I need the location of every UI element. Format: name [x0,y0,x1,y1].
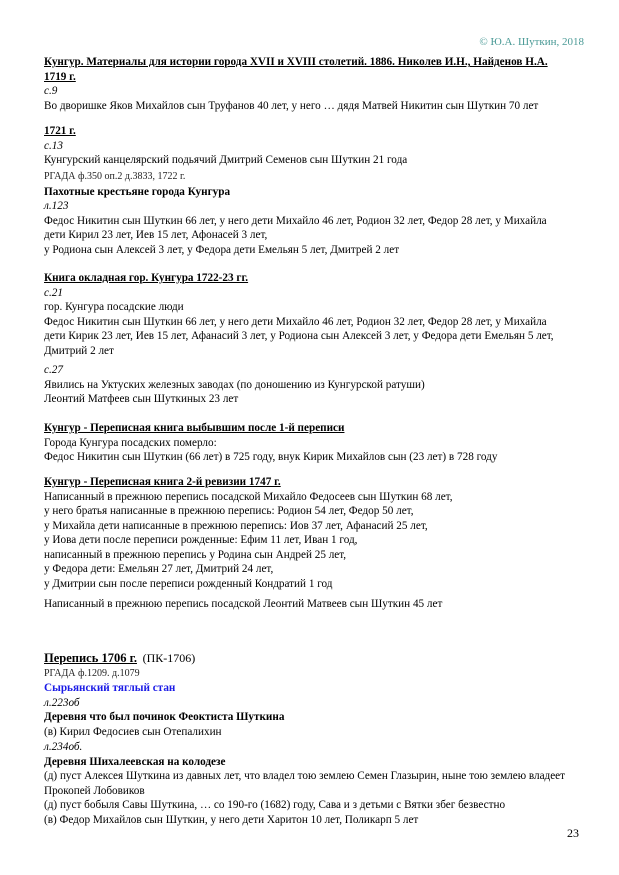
record-line: Дмитрий 2 лет [44,344,114,357]
record-line: у Родиона сын Алексей 3 лет, у Федора дети Емельян 5 лет, Дмитрей 2 лет [44,243,400,256]
record-line: (в) Федор Михайлов сын Шуткин, у него дети Харитон 10 лет, Поликарп 5 лет [44,813,419,826]
section-title: Пахотные крестьяне города Кунгура [44,185,231,198]
stan-title: Сырьянский тяглый стан [44,682,176,694]
record-line: (д) пуст Алексея Шуткина из давных лет, что владел тою землею Семен Глазырин, ныне тою землею владеет [44,770,566,782]
record-line: дети Кирик 23 лет, Иев 15 лет, Афанасий 3 лет, у Родиона сын Алексей 3 лет, у Федора дети Емельян 5 лет, [44,330,554,342]
archive-source: РГАДА ф.1209. д.1079 [44,667,140,679]
section-rgada-350 [44,170,589,257]
section-title: Кунгур - Переписная книга 2-й ревизии 1747 г. [44,476,281,488]
record-line: Федос Никитин сын Шуткин 66 лет, у него дети Михайло 46 лет, Родион 32 лет, Федор 28 лет, у Михайла [44,315,547,328]
record-line: (в) Кирил Федосиев сын Отепалихин [44,725,222,738]
record-line: у Михайла дети написанные в прежнюю перепись: Иов 37 лет, Афанасий 25 лет, [44,519,428,532]
section-title: Кунгур. Материалы для истории города XVII и XVIII столетий. 1886. Николев И.Н., Найденов Н.А. [44,56,548,68]
section-year: 1719 г. [44,70,76,83]
page-number: 23 [567,826,579,840]
record-line: (д) пуст бобыля Савы Шуткина, … со 190-го (1682) году, Сава и з детьми с Вятки збег безвестно [44,799,506,811]
record-line: Явились на Уктуских железных заводах (по доношению из Кунгурской ратуши) [44,378,425,391]
page-reference: л.123 [44,200,69,212]
section-okladnaya-kniga-p27 [44,363,589,407]
page-reference: л.234об. [44,741,83,753]
subtitle: гор. Кунгура посадские люди [44,301,184,313]
section-title: 1721 г. [44,125,76,137]
section-vybyvshim [44,421,589,465]
copyright-notice: © Ю.А. Шуткин, 2018 [479,36,584,48]
page-reference: с.13 [44,139,63,152]
record-line: Написанный в прежнюю перепись посадской Леонтий Матвеев сын Шуткин 45 лет [44,598,443,610]
record-line: Федос Никитин сын Шуткин (66 лет) в 725 году, внук Кирик Михайлов сын (23 лет) в 728 году [44,451,498,463]
record-line: у Дмитрии сын после переписи рожденный Кондратий 1 год [44,577,333,590]
section-1721 [44,124,589,168]
section-title: Кунгур - Переписная книга выбывшим после 1-й переписи [44,422,345,434]
section-perepis-1706-p234 [44,740,589,827]
page-reference: с.27 [44,364,63,376]
record-text: Кунгурский канцелярский подьячий Дмитрий Семенов сын Шуткин 21 года [44,154,408,166]
page-reference: с.9 [44,85,58,97]
section-okladnaya-kniga [44,271,589,358]
record-line: у Иова дети после переписи рожденные: Ефим 11 лет, Иван 1 год, [44,534,358,546]
section-kungur-materials [44,55,589,113]
archive-source: РГАДА ф.350 оп.2 д.3833, 1722 г. [44,171,186,182]
section-2-revizia-extra [44,597,589,612]
record-line: Города Кунгура посадских померло: [44,436,217,449]
page-reference: с.21 [44,286,63,299]
section-title: Перепись 1706 г. [44,651,137,665]
record-line: у Федора дети: Емельян 27 лет, Дмитрий 24 лет, [44,563,274,575]
section-2-revizia [44,475,589,591]
record-line: написанный в прежнюю перепись у Родина сын Андрей 25 лет, [44,548,347,561]
village-title: Деревня что был починок Феоктиста Шуткина [44,711,285,723]
record-line: Прокопей Лобовиков [44,784,145,797]
record-line: Написанный в прежнюю перепись посадской Михайло Федосеев сын Шуткин 68 лет, [44,490,453,503]
record-line: Леонтий Матфеев сын Шуткиных 23 лет [44,393,239,405]
page-reference: л.223об [44,696,80,709]
record-line: Федос Никитин сын Шуткин 66 лет, у него дети Михайло 46 лет, Родион 32 лет, Федор 28 лет, у Михайла [44,214,547,227]
section-code: (ПК-1706) [142,651,196,665]
section-title: Книга окладная гор. Кунгура 1722-23 гг. [44,272,249,284]
section-perepis-1706 [44,651,589,739]
village-title: Деревня Шихалеевская на колодезе [44,755,226,768]
record-line: у него братья написанные в прежнюю перепись: Родион 54 лет, Федор 50 лет, [44,505,414,517]
record-text: Во дворишке Яков Михайлов сын Труфанов 40 лет, у него … дядя Матвей Никитин сын Шуткин 70 лет [44,99,539,112]
record-line: дети Кирил 23 лет, Иев 15 лет, Афонасей 3 лет, [44,229,268,241]
